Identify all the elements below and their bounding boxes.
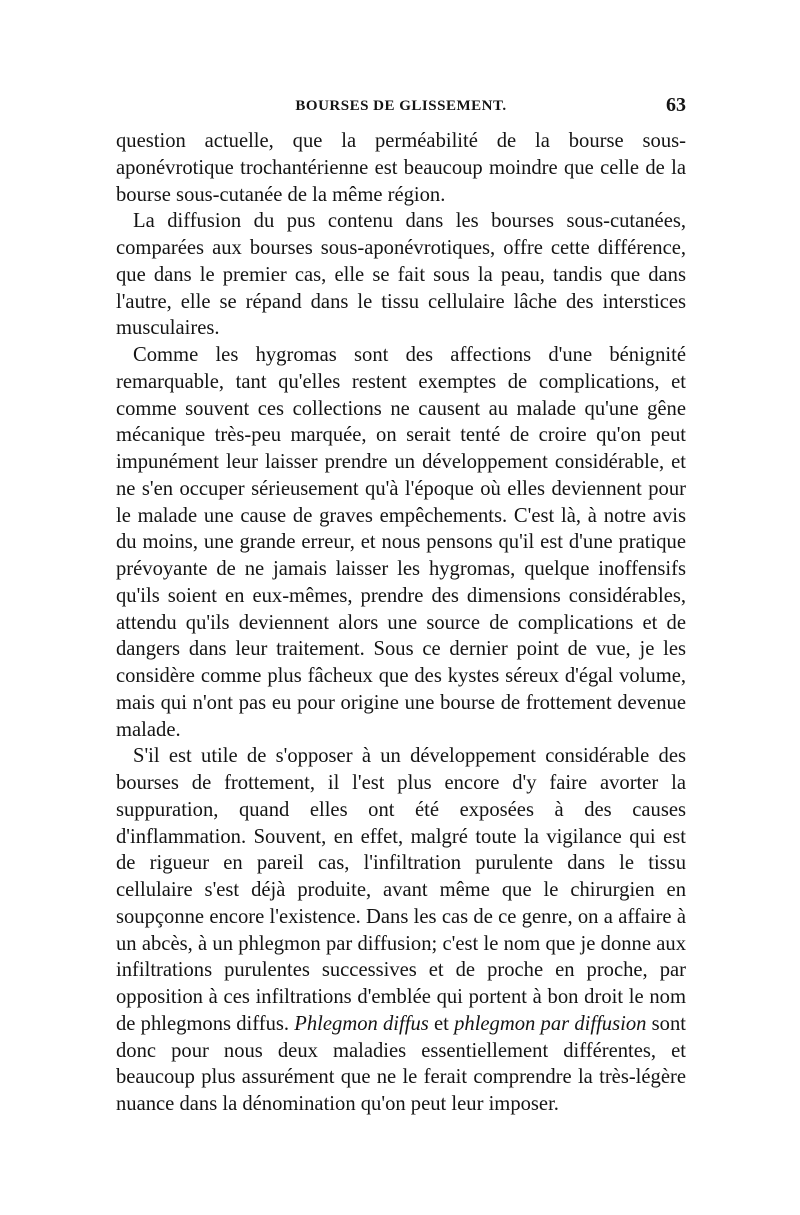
- page-number: 63: [666, 94, 686, 116]
- paragraph-text-middle: et: [428, 1012, 455, 1035]
- italic-term-phlegmon-diffus: Phlegmon diffus: [294, 1012, 429, 1035]
- body-text: [116, 128, 686, 1118]
- paragraph-text-before: S'il est utile de s'opposer à un développement considérable des bourses de frottement, il l'est plus encore d'y faire avorter la suppuration, quand elles ont été exposées à des causes d'inflammation. Souvent, en effet, malgré toute la vigilance qui est de rigueur en pareil cas, l'infiltration purulente dans le tissu cellulaire s'est déjà produite, avant même que le chirurgien en soupçonne encore l'existence. Dans les cas de ce genre, on a affaire à un abcès, à un phlegmon par diffusion; c'est le nom que je donne aux infiltrations purulentes successives et de proche en proche, par opposition à ces infiltrations d'emblée qui portent à bon droit le nom de phlegmons diffus.: [116, 745, 686, 1035]
- running-title: BOURSES DE GLISSEMENT.: [295, 98, 507, 114]
- paragraph-pus-diffusion: La diffusion du pus contenu dans les bourses sous-cutanées, comparées aux bourses sous-aponévrotiques, offre cette différence, que dans le premier cas, elle se fait sous la peau, tandis que dans l'autre, elle se répand dans le tissu cellulaire lâche des interstices musculaires.: [116, 210, 686, 340]
- running-head: [116, 94, 686, 128]
- paragraph-continuation: question actuelle, que la perméabilité de la bourse sous-aponévrotique trochantérienne est beaucoup moindre que celle de la bourse sous-cutanée de la même région.: [116, 130, 686, 206]
- paragraph-text-after: sont donc pour nous deux maladies essentiellement différentes, et beaucoup plus assurément que ne le ferait comprendre la très-légère nuance dans la dénomination qu'on peut leur imposer.: [116, 1012, 686, 1115]
- book-page: [116, 94, 686, 1118]
- paragraph-suppuration: [116, 743, 686, 1118]
- paragraph-hygromas: Comme les hygromas sont des affections d'une bénignité remarquable, tant qu'elles restent exemptes de complications, et comme souvent ces collections ne causent au malade qu'une gêne mécanique très-peu marquée, on serait tenté de croire qu'on peut impunément leur laisser prendre un développement considérable, et ne s'en occuper sérieusement qu'à l'époque où elles deviennent pour le malade une cause de graves empêchements. C'est là, à notre avis du moins, une grande erreur, et nous pensons qu'il est d'une pratique prévoyante de ne jamais laisser les hygromas, quelque inoffensifs qu'ils soient en eux-mêmes, prendre des dimensions considérables, attendu qu'ils deviennent alors une source de complications et de dangers dans leur traitement. Sous ce dernier point de vue, je les considère comme plus fâcheux que des kystes séreux d'égal volume, mais qui n'ont pas eu pour origine une bourse de frottement devenue malade.: [116, 344, 686, 741]
- italic-term-phlegmon-par-diffusion: phlegmon par diffusion: [454, 1012, 647, 1035]
